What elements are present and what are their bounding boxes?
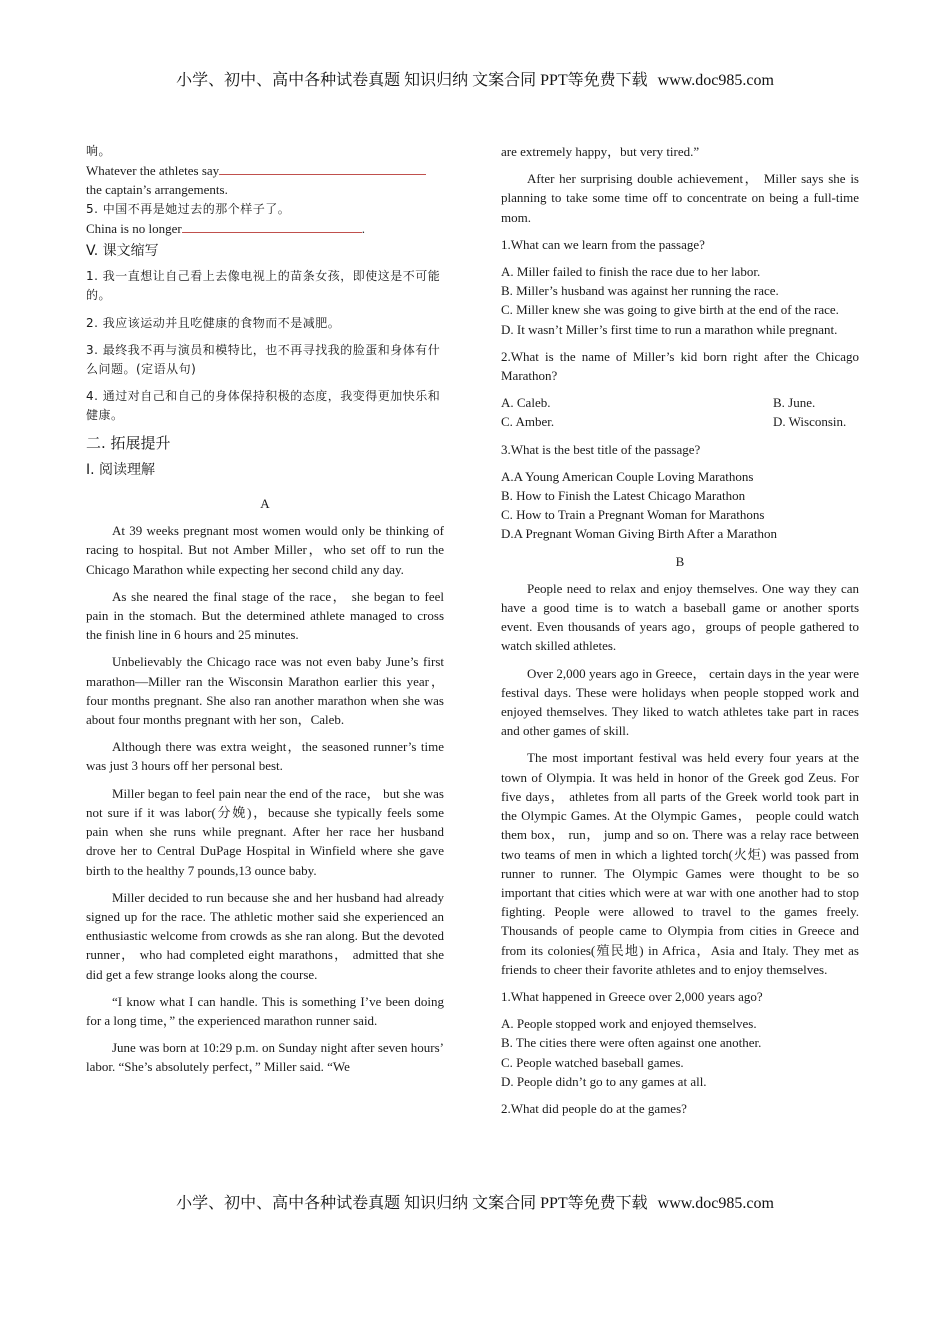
banner-url[interactable]: www.doc985.com bbox=[657, 1195, 774, 1212]
paragraph: Miller decided to run because she and her husband had already signed up for the race. The athletic mother said she experienced an enthusiastic welcome from crowds as she ran along. But the devoted runner， who had completed eight marathons， admitted that she did get a few strange looks along the course. bbox=[86, 889, 444, 982]
header-banner bbox=[0, 67, 950, 90]
line-text: Whatever the athletes say bbox=[86, 163, 220, 179]
banner-text: 小学、初中、高中各种试卷真题 知识归纳 文案合同 PPT等免费下载 bbox=[176, 72, 648, 89]
option-a[interactable]: A. People stopped work and enjoyed themselves. bbox=[501, 1016, 757, 1032]
option-c[interactable]: C. Amber. bbox=[501, 414, 555, 430]
paragraph: June was born at 10:29 p.m. on Sunday night after seven hours’ labor. “She’s absolutely perfect，” Miller said. “We bbox=[86, 1040, 444, 1075]
paragraph: Unbelievably the Chicago race was not even baby June’s first marathon—Miller ran the Wisconsin Marathon earlier this year， four months pregnant. She also ran another marathon when she was about four months pregnant with her son，Caleb. bbox=[86, 654, 444, 728]
option-c[interactable]: C. How to Train a Pregnant Woman for Marathons bbox=[501, 507, 765, 523]
option-b[interactable]: B. How to Finish the Latest Chicago Marathon bbox=[501, 488, 746, 504]
paragraph: People need to relax and enjoy themselves. One way they can have a good time is to watch a baseball game or another sports event. Even thousands of years ago，groups of people gathered to watch skilled athletes. bbox=[501, 580, 859, 654]
answer-blank[interactable] bbox=[182, 219, 362, 233]
left-column bbox=[86, 142, 444, 1085]
option-c[interactable]: C. Miller knew she was going to give birth at the end of the race. bbox=[501, 302, 839, 318]
section-heading: 二. 拓展提升 bbox=[86, 433, 171, 452]
banner-url[interactable]: www.doc985.com bbox=[657, 72, 774, 89]
line-text: China is no longer bbox=[86, 220, 182, 236]
paragraph: After her surprising double achievement， Miller says she is planning to take some time off to concentrate on being a full-time mom. bbox=[501, 171, 859, 225]
option-a[interactable]: A. Caleb. bbox=[501, 395, 551, 411]
answer-blank[interactable] bbox=[219, 161, 426, 175]
answer-options bbox=[501, 262, 859, 339]
section-heading: V. 课文缩写 bbox=[86, 243, 159, 260]
option-d[interactable]: D. Wisconsin. bbox=[773, 414, 847, 430]
question: 2.What did people do at the games? bbox=[501, 1100, 687, 1116]
question-item: 5. 中国不再是她过去的那个样子了。 bbox=[86, 201, 291, 216]
paragraph: Miller began to feel pain near the end of the race， but she was not sure if it was labor(分娩)，because she typically feels some pain when she runs while pregnant. After her race her husband drove her to Central DuPage Hospital in Winfield where she gave birth to the healthy 7 pounds,13 ounce baby. bbox=[86, 785, 444, 878]
text-line: the captain’s arrangements. bbox=[86, 182, 228, 198]
question: 2.What is the name of Miller’s kid born right after the Chicago Marathon? bbox=[501, 348, 859, 384]
paragraph: “I know what I can handle. This is something I’ve been doing for a long time，” the experienced marathon runner said. bbox=[86, 993, 444, 1028]
footer-banner bbox=[0, 1190, 950, 1213]
banner-text: 小学、初中、高中各种试卷真题 知识归纳 文案合同 PPT等免费下载 bbox=[176, 1195, 648, 1212]
answer-options bbox=[501, 1014, 859, 1091]
paragraph: As she neared the final stage of the race， she began to feel pain in the stomach. But the determined athlete managed to cross the finish line in 6 hours and 25 minutes. bbox=[86, 588, 444, 643]
summary-item: 1. 我一直想让自己看上去像电视上的苗条女孩，即使这是不可能的。 bbox=[86, 269, 441, 303]
text-line: 响。 bbox=[86, 144, 112, 158]
question: 3.What is the best title of the passage? bbox=[501, 441, 701, 457]
passage-title: A bbox=[260, 496, 270, 512]
option-d[interactable]: D. It wasn’t Miller’s first time to run a marathon while pregnant. bbox=[501, 321, 838, 337]
passage-title: B bbox=[675, 553, 685, 569]
paragraph: The most important festival was held every four years at the town of Olympia. It was held in honor of the Greek god Zeus. For five days， athletes from all parts of the Greek world took part in the Olympic Games. At the Olympic Games， people could watch them box， run， jump and so on. There was a relay race between two teams of men in which a lighted torch(火炬) was passed from runner to runner. The Olympic Games were thought to be so important that cities which were at war with one another had to stop fighting. People were allowed to travel to the games freely. Thousands of people came to Olympia from cities in Greece and from its colonies(殖民地) in Africa，Asia and Italy. They met as friends to cheer their favorite athletes and to enjoy themselves. bbox=[501, 750, 859, 977]
fill-in-line bbox=[86, 161, 444, 180]
option-b[interactable]: B. The cities there were often against one another. bbox=[501, 1035, 762, 1051]
option-c[interactable]: C. People watched baseball games. bbox=[501, 1054, 684, 1070]
option-d[interactable]: D. People didn’t go to any games at all. bbox=[501, 1073, 707, 1089]
answer-options bbox=[501, 467, 859, 544]
option-a[interactable]: A. Miller failed to finish the race due to her labor. bbox=[501, 264, 761, 280]
section-heading: I. 阅读理解 bbox=[86, 461, 156, 478]
option-a[interactable]: A.A Young American Couple Loving Marathons bbox=[501, 468, 754, 484]
paragraph: At 39 weeks pregnant most women would only be thinking of racing to hospital. But not Amber Miller，who set off to run the Chicago Marathon while expecting her second child any day. bbox=[86, 523, 444, 577]
summary-item: 3. 最终我不再与演员和模特比，也不再寻找我的脸蛋和身体有什么问题。(定语从句) bbox=[86, 342, 441, 377]
option-d[interactable]: D.A Pregnant Woman Giving Birth After a Marathon bbox=[501, 526, 778, 542]
option-b[interactable]: B. Miller’s husband was against her running the race. bbox=[501, 283, 779, 299]
question: 1.What can we learn from the passage? bbox=[501, 236, 705, 252]
paragraph: Although there was extra weight，the seasoned runner’s time was just 3 hours off her personal best. bbox=[86, 739, 444, 774]
option-b[interactable]: B. June. bbox=[773, 395, 816, 411]
paragraph: Over 2,000 years ago in Greece， certain days in the year were festival days. These were holidays when people stopped work and enjoyed themselves. They liked to watch athletes take part in races and other games of skill. bbox=[501, 665, 859, 739]
question: 1.What happened in Greece over 2,000 years ago? bbox=[501, 988, 763, 1004]
right-column bbox=[501, 142, 859, 1126]
summary-item: 2. 我应该运动并且吃健康的食物而不是减肥。 bbox=[86, 315, 341, 330]
fill-in-line bbox=[86, 219, 444, 238]
line-text: . bbox=[361, 220, 365, 236]
answer-options bbox=[501, 393, 859, 431]
paragraph: are extremely happy，but very tired.” bbox=[501, 144, 700, 159]
summary-item: 4. 通过对自己和自己的身体保持积极的态度，我变得更加快乐和健康。 bbox=[86, 389, 441, 423]
